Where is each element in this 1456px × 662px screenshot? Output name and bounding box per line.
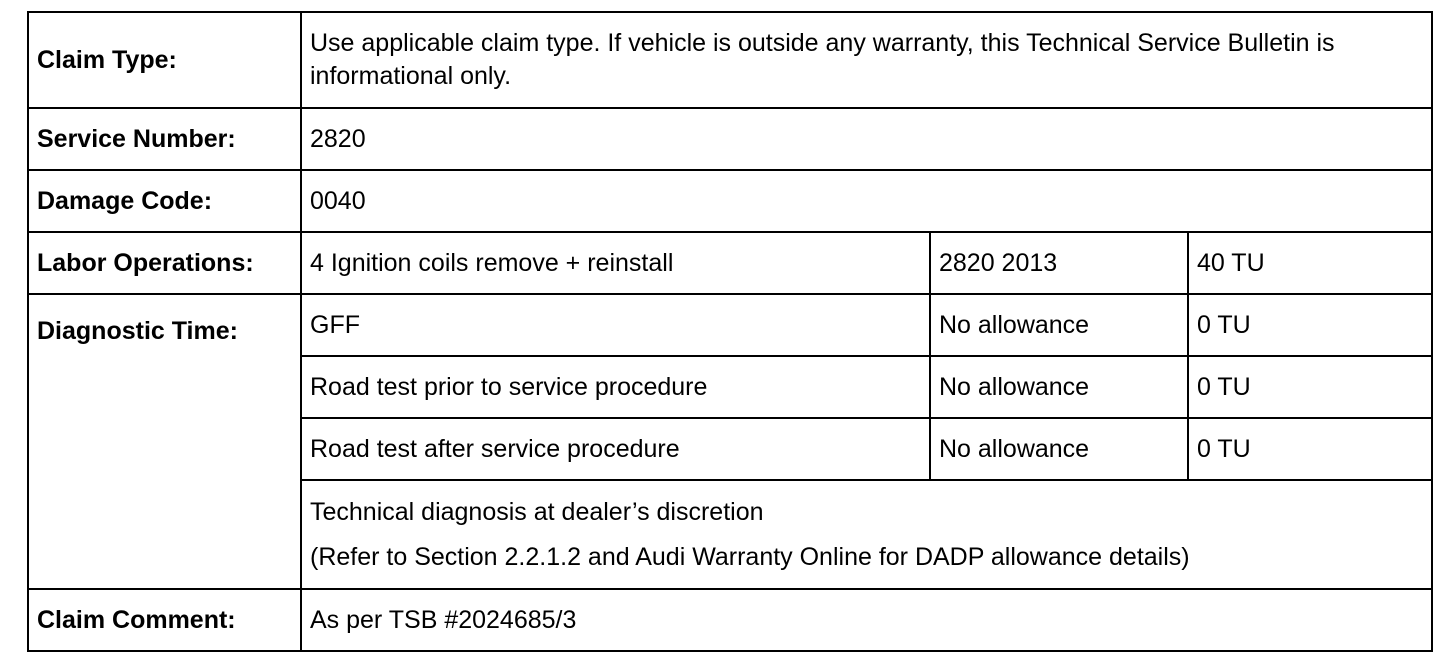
service-number-row — [28, 108, 1432, 170]
diagnostic-description: Road test after service procedure — [301, 418, 930, 480]
claim-type-value: Use applicable claim type. If vehicle is outside any warranty, this Technical Service Bulletin is informational only. — [301, 12, 1432, 108]
claim-comment-row — [28, 589, 1432, 651]
dadp-reference-line: (Refer to Section 2.2.1.2 and Audi Warranty Online for DADP allowance details) — [310, 542, 1190, 571]
labor-operations-label: Labor Operations: — [28, 232, 301, 294]
diagnostic-allowance: No allowance — [930, 294, 1188, 356]
damage-code-label: Damage Code: — [28, 170, 301, 232]
damage-code-row — [28, 170, 1432, 232]
claim-comment-value: As per TSB #2024685/3 — [301, 589, 1432, 651]
service-number-value: 2820 — [301, 108, 1432, 170]
damage-code-value: 0040 — [301, 170, 1432, 232]
claim-comment-label: Claim Comment: — [28, 589, 301, 651]
labor-operation-code: 2820 2013 — [930, 232, 1188, 294]
diagnostic-description: Road test prior to service procedure — [301, 356, 930, 418]
diagnostic-time-value: 0 TU — [1188, 418, 1432, 480]
diagnostic-time-label: Diagnostic Time: — [28, 294, 301, 589]
technical-diagnosis-line: Technical diagnosis at dealer’s discretion — [310, 497, 764, 526]
labor-operations-row — [28, 232, 1432, 294]
service-number-label: Service Number: — [28, 108, 301, 170]
claim-type-label: Claim Type: — [28, 12, 301, 108]
labor-operation-description: 4 Ignition coils remove + reinstall — [301, 232, 930, 294]
diagnostic-time-value: 0 TU — [1188, 294, 1432, 356]
diagnostic-description: GFF — [301, 294, 930, 356]
diagnostic-time-value: 0 TU — [1188, 356, 1432, 418]
labor-operation-time: 40 TU — [1188, 232, 1432, 294]
diagnostic-row — [28, 294, 1432, 356]
technical-diagnosis-note — [301, 480, 1432, 589]
diagnostic-allowance: No allowance — [930, 418, 1188, 480]
diagnostic-allowance: No allowance — [930, 356, 1188, 418]
claim-type-row — [28, 12, 1432, 108]
warranty-claim-table — [27, 11, 1433, 652]
